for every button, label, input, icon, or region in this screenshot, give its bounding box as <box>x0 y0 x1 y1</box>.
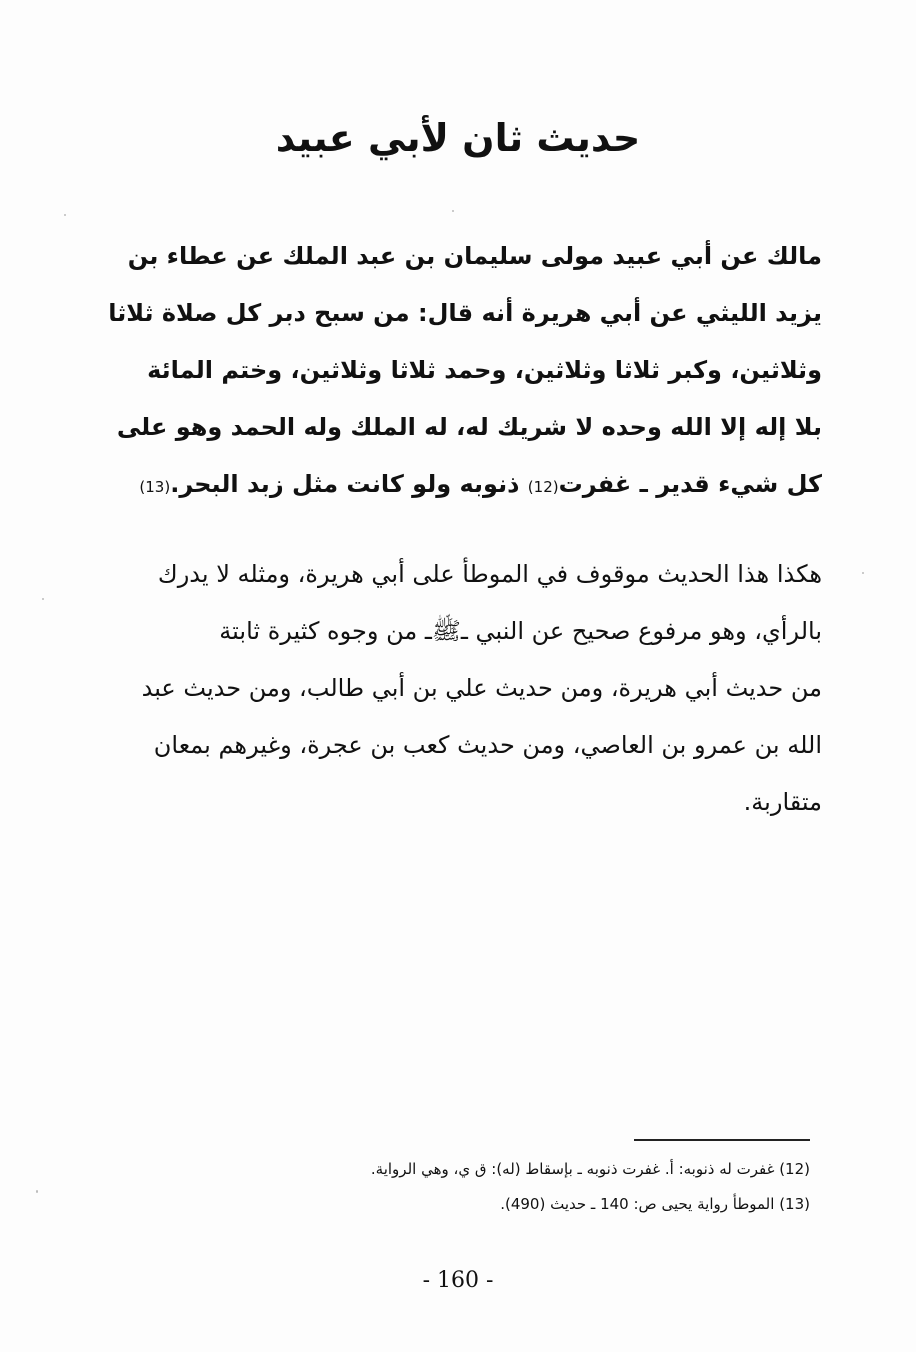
commentary-text <box>100 546 822 831</box>
commentary-line: بالرأي، وهو مرفوع صحيح عن النبي ـﷺـ من وجوه كثيرة ثابتة <box>219 617 822 645</box>
scan-speck <box>64 214 66 216</box>
footnote-12: (12) غفرت له ذنوبه: أ. غفرت ذنوبه ـ بإسقاط (له): ق ي، وهي الرواية. <box>370 1160 810 1178</box>
hadith-line: بلا إله إلا الله وحده لا شريك له، له الملك وله الحمد وهو على <box>116 413 822 441</box>
hadith-line-last <box>100 456 822 513</box>
hadith-line: يزيد الليثي عن أبي هريرة أنه قال: من سبح دبر كل صلاة ثلاثا <box>108 299 822 327</box>
scan-speck <box>42 598 44 600</box>
commentary-line: هكذا هذا الحديث موقوف في الموطأ على أبي هريرة، ومثله لا يدرك <box>157 560 822 588</box>
section-title: حديث ثان لأبي عبيد <box>275 116 641 160</box>
hadith-line: مالك عن أبي عبيد مولى سليمان بن عبد الملك عن عطاء بن <box>127 242 822 270</box>
page-number: - 160 - <box>422 1268 494 1293</box>
commentary-line: متقاربة. <box>743 788 822 816</box>
scan-speck <box>36 1190 38 1193</box>
hadith-text <box>100 228 822 513</box>
hadith-text-segment: كل شيء قدير ـ غفرت <box>558 470 822 498</box>
footnote-13: (13) الموطأ رواية يحيى ص: 140 ـ حديث (490). <box>500 1195 810 1213</box>
footnote-ref-12: (12) <box>527 478 559 496</box>
commentary-line: من حديث أبي هريرة، ومن حديث علي بن أبي طالب، ومن حديث عبد <box>141 674 822 702</box>
footnote-separator <box>634 1139 810 1141</box>
footnote-ref-13: (13) <box>139 478 171 496</box>
hadith-text-segment: ذنوبه ولو كانت مثل زبد البحر. <box>170 470 520 498</box>
scan-speck <box>452 210 454 212</box>
scan-speck <box>862 572 864 574</box>
footnotes <box>210 1152 810 1222</box>
hadith-line: وثلاثين، وكبر ثلاثا وثلاثين، وحمد ثلاثا وثلاثين، وختم المائة <box>147 356 822 384</box>
commentary-line: الله بن عمرو بن العاصي، ومن حديث كعب بن عجرة، وغيرهم بمعان <box>153 731 822 759</box>
